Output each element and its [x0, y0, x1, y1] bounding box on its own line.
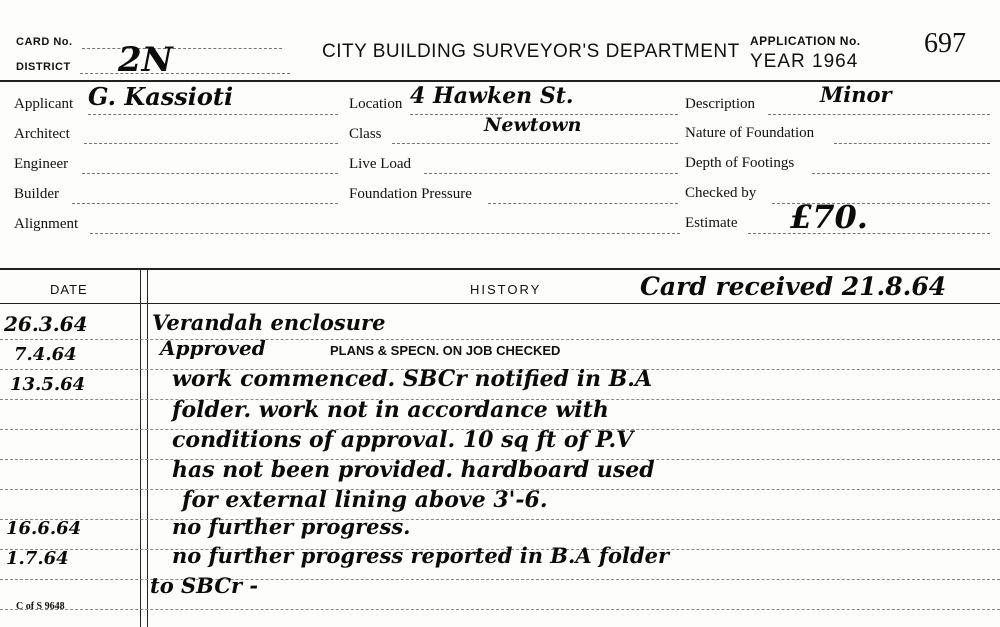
application-no-label: APPLICATION No. [750, 34, 861, 48]
live-load-label: Live Load [349, 156, 412, 172]
alignment-line [90, 233, 680, 234]
date-column-divider-right [147, 270, 148, 627]
estimate-value: £70. [790, 198, 868, 236]
applicant-line [88, 114, 338, 115]
history-text: no further progress reported in B.A folder [172, 543, 670, 568]
builder-label: Builder [14, 186, 59, 202]
card-received-note: Card received 21.8.64 [640, 272, 947, 301]
date-column-divider-left [140, 270, 141, 627]
class-value: Newtown [484, 114, 582, 136]
form-code: C of S 9648 [16, 601, 65, 612]
history-ruled-line [0, 519, 1000, 520]
history-header: HISTORY [470, 282, 542, 297]
foundation-pressure-line [488, 203, 678, 204]
estimate-label: Estimate [685, 215, 738, 231]
applicant-value: G. Kassioti [88, 82, 234, 111]
architect-label: Architect [14, 126, 70, 142]
foundation-pressure-label: Foundation Pressure [349, 186, 472, 202]
history-date: 1.7.64 [6, 548, 69, 569]
history-ruled-line [0, 339, 1000, 340]
history-date: 26.3.64 [4, 312, 88, 336]
description-line [768, 114, 990, 115]
year-label: YEAR 1964 [750, 51, 859, 72]
architect-line [84, 143, 338, 144]
nature-of-foundation-label: Nature of Foundation [685, 125, 815, 141]
history-text: for external lining above 3'-6. [182, 487, 548, 513]
description-value: Minor [820, 82, 892, 107]
estimate-line [748, 233, 990, 234]
checked-by-label: Checked by [685, 185, 757, 201]
location-label: Location [349, 96, 403, 112]
depth-of-footings-label: Depth of Footings [685, 155, 795, 171]
location-value: 4 Hawken St. [410, 83, 574, 109]
history-text: has not been provided. hardboard used [172, 457, 655, 483]
alignment-label: Alignment [14, 216, 79, 232]
history-text: work commenced. SBCr notified in B.A [172, 366, 653, 392]
history-header-rule [0, 303, 1000, 304]
card-no-line [82, 48, 282, 49]
history-date: 13.5.64 [10, 374, 86, 395]
class-label: Class [349, 126, 382, 142]
history-text: Verandah enclosure [152, 310, 386, 335]
district-label: DISTRICT [16, 61, 71, 73]
card-no-label: CARD No. [16, 36, 73, 48]
history-ruled-line [0, 609, 1000, 610]
depth-of-footings-line [812, 173, 990, 174]
plans-checked-stamp: PLANS & SPECN. ON JOB CHECKED [330, 343, 561, 358]
fields-bottom-rule [0, 268, 1000, 270]
department-title: CITY BUILDING SURVEYOR'S DEPARTMENT [322, 41, 740, 62]
application-number: 697 [924, 28, 966, 59]
history-date: 16.6.64 [6, 518, 82, 539]
history-date: 7.4.64 [14, 344, 77, 365]
engineer-line [82, 173, 338, 174]
history-text: to SBCr - [150, 573, 259, 598]
history-text: conditions of approval. 10 sq ft of P.V [172, 427, 634, 453]
history-text: folder. work not in accordance with [172, 397, 609, 423]
history-text: Approved [160, 336, 266, 360]
engineer-label: Engineer [14, 156, 69, 172]
description-label: Description [685, 96, 755, 112]
history-text: no further progress. [172, 514, 411, 539]
live-load-line [424, 173, 678, 174]
nature-of-foundation-line [834, 143, 990, 144]
applicant-label: Applicant [14, 96, 74, 112]
date-header: DATE [50, 282, 88, 297]
builder-line [72, 203, 338, 204]
class-line [392, 143, 678, 144]
district-line [80, 73, 290, 74]
district-value: 2N [118, 40, 173, 80]
